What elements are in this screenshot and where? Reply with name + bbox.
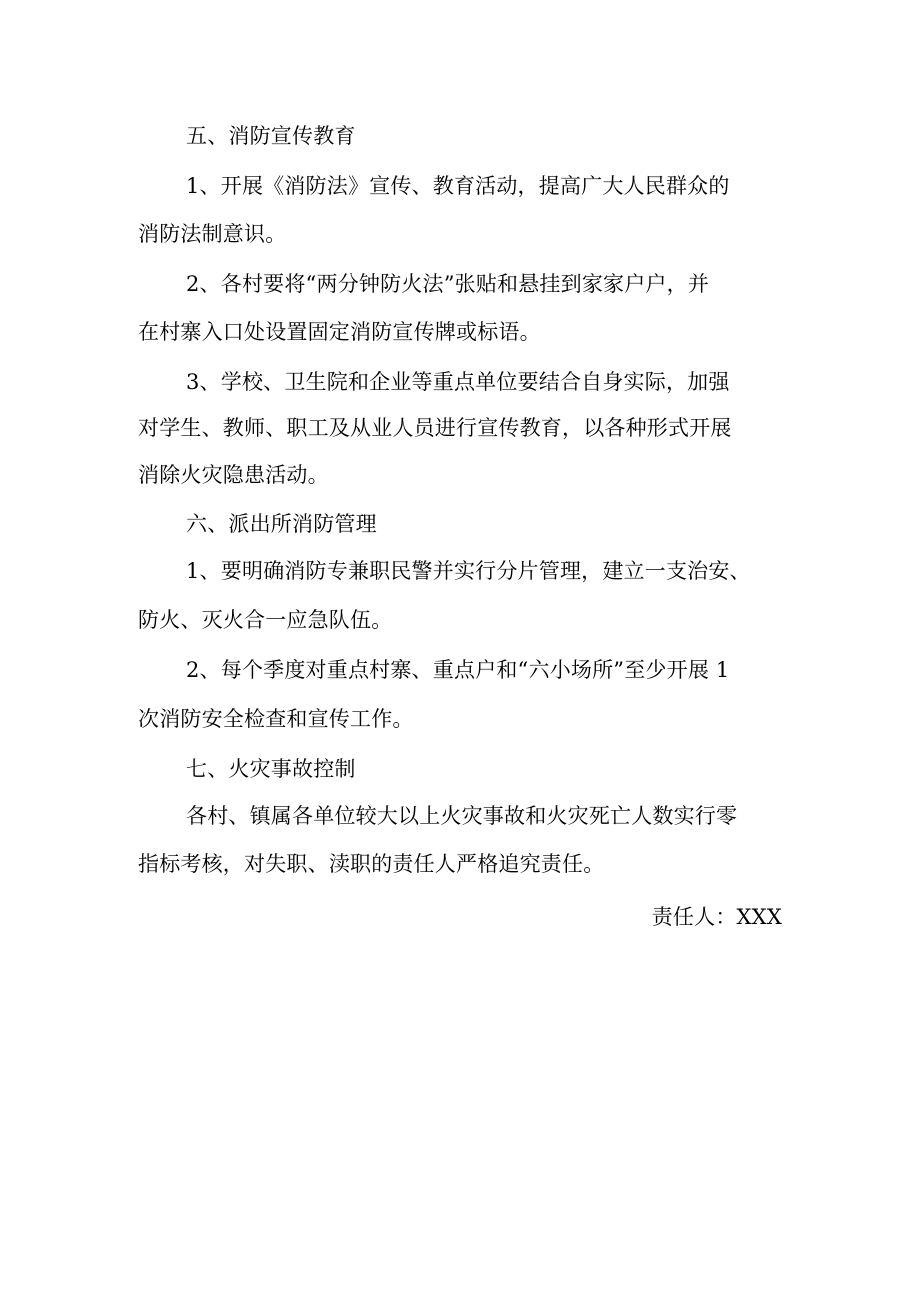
paragraph-line: 消防法制意识。 (138, 222, 287, 246)
paragraph-line: 次消防安全检查和宣传工作。 (138, 707, 414, 731)
paragraph-line: 防火、灭火合一应急队伍。 (138, 608, 393, 632)
section-heading-6: 六、派出所消防管理 (186, 512, 377, 536)
section-heading-7: 七、火灾事故控制 (186, 757, 356, 781)
paragraph-line: 对学生、教师、职工及从业人员进行宣传教育，以各种形式开展 (138, 416, 732, 440)
paragraph-line: 1、要明确消防专兼职民警并实行分片管理，建立一支治安、 (186, 559, 751, 583)
section-heading-5: 五、消防宣传教育 (186, 124, 356, 148)
paragraph-line: 2、每个季度对重点村寨、重点户和“六小场所”至少开展 1 (186, 658, 730, 682)
paragraph-line: 指标考核，对失职、渎职的责任人严格追究责任。 (138, 852, 605, 876)
paragraph-line: 各村、镇属各单位较大以上火灾事故和火灾死亡人数实行零 (186, 804, 738, 828)
paragraph-line: 消除火灾隐患活动。 (138, 463, 329, 487)
paragraph-line: 3、学校、卫生院和企业等重点单位要结合自身实际，加强 (186, 370, 730, 394)
paragraph-line: 1、开展《消防法》宣传、教育活动，提高广大人民群众的 (186, 174, 730, 198)
paragraph-line: 2、各村要将“两分钟防火法”张贴和悬挂到家家户户，并 (186, 272, 710, 296)
paragraph-line: 在村寨入口处设置固定消防宣传牌或标语。 (138, 320, 541, 344)
signature-line: 责任人：XXX (651, 905, 782, 929)
